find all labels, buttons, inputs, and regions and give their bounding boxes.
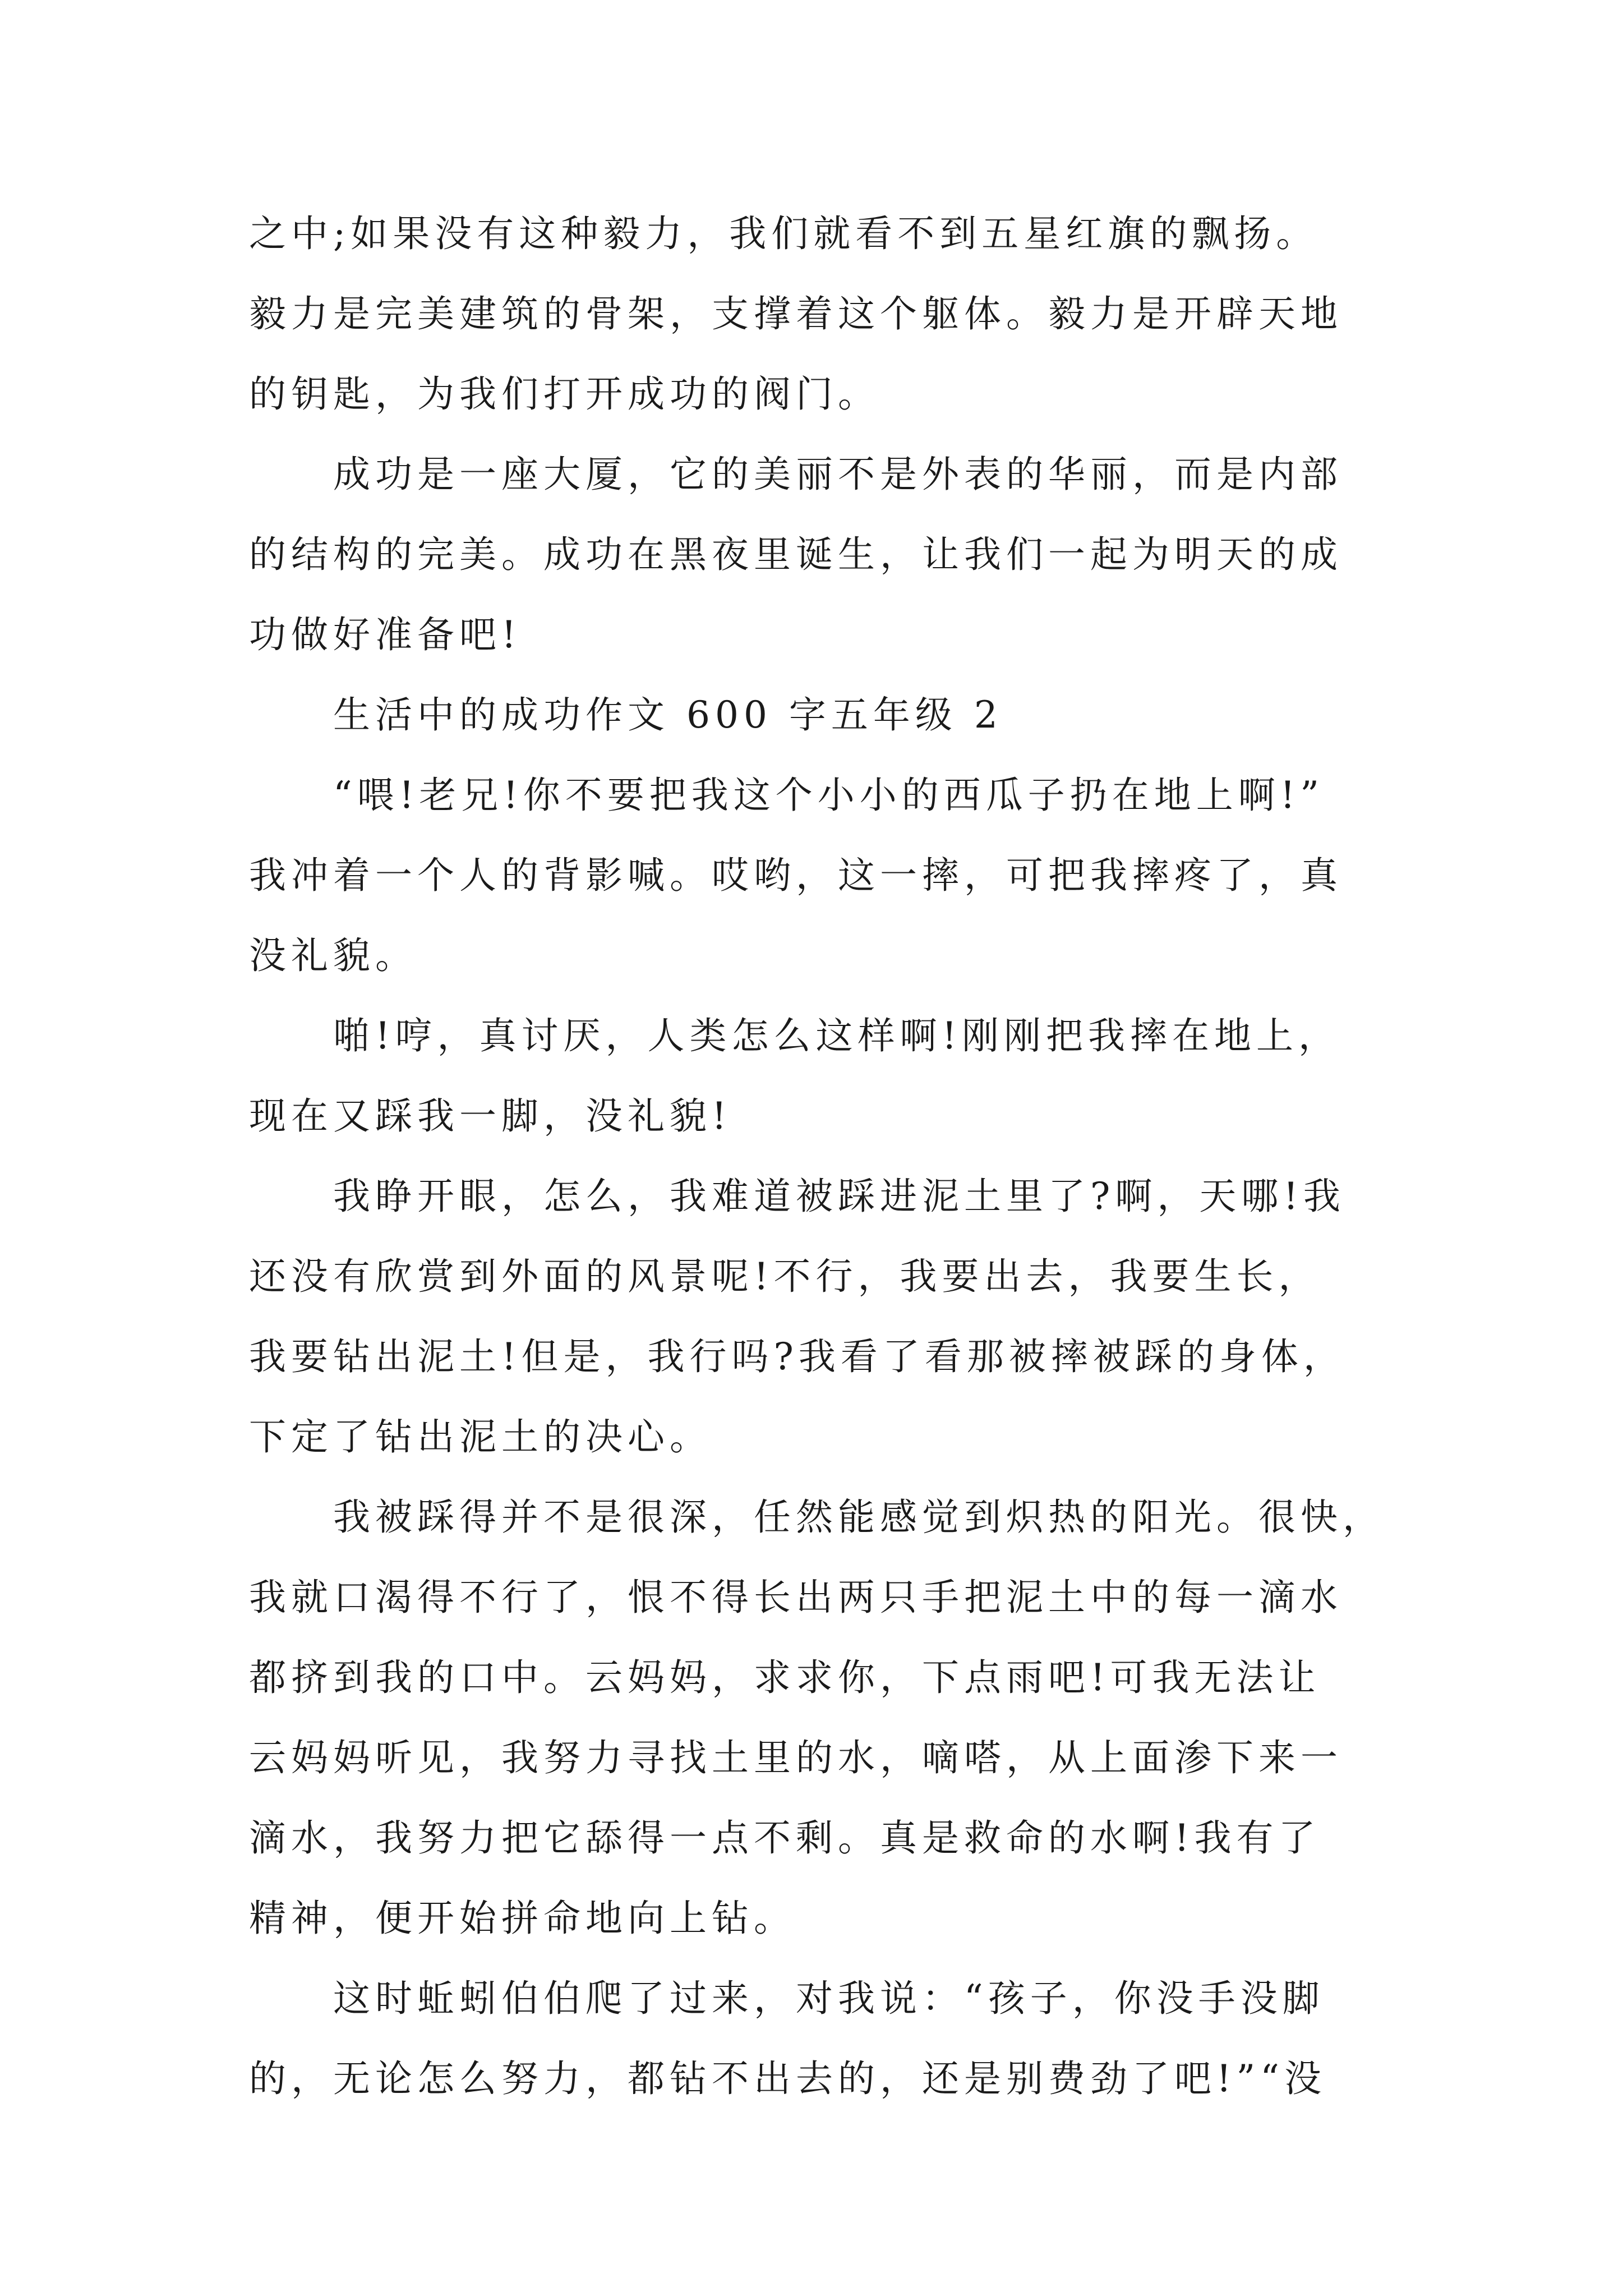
text-line: 滴水，我努力把它舔得一点不剩。真是救命的水啊!我有了: [249, 1816, 1321, 1860]
text-line: 的钥匙，为我们打开成功的阀门。: [249, 372, 880, 416]
paragraph-start-line: “喂!老兄!你不要把我这个小小的西瓜子扔在地上啊!”: [333, 774, 1325, 817]
section-heading: 生活中的成功作文 600 字五年级 2: [333, 693, 1003, 737]
paragraph-start-line: 这时蚯蚓伯伯爬了过来，对我说：“孩子，你没手没脚: [333, 1977, 1325, 2020]
text-line: 之中;如果没有这种毅力，我们就看不到五星红旗的飘扬。: [249, 212, 1318, 255]
paragraph-start-line: 成功是一座大厦，它的美丽不是外表的华丽，而是内部: [333, 453, 1343, 496]
paragraph-start-line: 我被踩得并不是很深，任然能感觉到炽热的阳光。很快，: [333, 1496, 1385, 1539]
text-line: 我要钻出泥土!但是，我行吗?我看了看那被摔被踩的身体，: [249, 1335, 1345, 1378]
text-line: 功做好准备吧!: [249, 613, 522, 656]
text-line: 云妈妈听见，我努力寻找土里的水，嘀嗒，从上面渗下来一: [249, 1736, 1343, 1779]
text-line: 的结构的完美。成功在黑夜里诞生，让我们一起为明天的成: [249, 533, 1343, 576]
paragraph-start-line: 我睁开眼，怎么，我难道被踩进泥土里了?啊，天哪!我: [333, 1175, 1345, 1218]
document-body: [249, 194, 1385, 2119]
text-line: 的，无论怎么努力，都钻不出去的，还是别费劲了吧!”“没: [249, 2057, 1327, 2100]
text-line: 现在又踩我一脚，没礼貌!: [249, 1094, 732, 1138]
text-line: 都挤到我的口中。云妈妈，求求你，下点雨吧!可我无法让: [249, 1656, 1321, 1699]
text-line: 下定了钻出泥土的决心。: [249, 1415, 712, 1458]
text-line: 毅力是完美建筑的骨架，支撑着这个躯体。毅力是开辟天地: [249, 292, 1343, 335]
text-line: 我就口渴得不行了，恨不得长出两只手把泥土中的每一滴水: [249, 1576, 1343, 1619]
text-line: 精神，便开始拼命地向上钻。: [249, 1897, 796, 1940]
text-line: 我冲着一个人的背影喊。哎哟，这一摔，可把我摔疼了，真: [249, 854, 1343, 897]
text-line: 没礼貌。: [249, 934, 417, 977]
text-line: 还没有欣赏到外面的风景呢!不行，我要出去，我要生长，: [249, 1255, 1321, 1298]
paragraph-start-line: 啪!哼，真讨厌，人类怎么这样啊!刚刚把我摔在地上，: [333, 1014, 1341, 1057]
